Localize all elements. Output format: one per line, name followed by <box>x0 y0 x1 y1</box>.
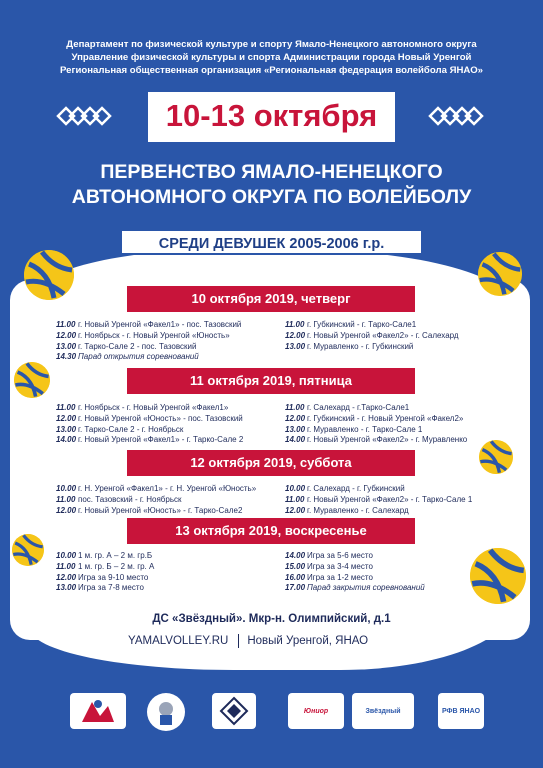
day-header-2: 11 октября 2019, пятница <box>127 368 415 394</box>
match-time: 13.00 <box>285 341 306 351</box>
match-time: 11.00 <box>56 494 76 504</box>
match-row <box>56 562 154 573</box>
match-row <box>56 342 241 353</box>
match-teams: г. Новый Уренгой «Факел1» - г. Тарко-Сале 2 <box>78 435 244 445</box>
organizer-line-1: Департамент по физической культуре и спорту Ямало-Ненецкого автономного округа <box>66 39 477 50</box>
match-teams: г. Новый Уренгой «Юность» - пос. Тазовский <box>78 413 243 423</box>
match-row <box>56 403 243 414</box>
match-row <box>285 320 459 331</box>
event-note: Парад закрытия соревнований <box>307 583 425 593</box>
match-time: 11.00 <box>285 494 305 504</box>
match-teams: г. Новый Уренгой «Юность» - г. Тарко-Сале2 <box>78 505 243 515</box>
match-row <box>285 562 425 573</box>
match-teams: г. Новый Уренгой «Факел1» - пос. Тазовский <box>78 320 242 329</box>
volleyball-icon <box>12 534 44 566</box>
match-row <box>56 506 256 517</box>
match-row <box>285 425 467 436</box>
match-row <box>285 495 472 506</box>
match-time: 11.00 <box>56 403 76 412</box>
match-time: 14.00 <box>56 435 77 445</box>
match-time: 12.00 <box>56 330 77 340</box>
match-teams: Игра за 9-10 место <box>78 572 149 582</box>
match-row <box>285 484 472 495</box>
match-teams: 1 м. гр. Б – 2 м. гр. А <box>78 561 155 571</box>
match-time: 15.00 <box>285 561 306 571</box>
ornament-right-icon <box>428 105 486 127</box>
volleyball-icon <box>24 250 74 300</box>
volleyball-icon <box>470 548 526 604</box>
match-time: 17.00 <box>285 583 306 593</box>
logo-mascot <box>147 693 185 731</box>
match-time: 13.00 <box>56 341 77 351</box>
logo-zvezdny: Звёздный <box>352 693 414 729</box>
match-teams: г. Губкинский - г. Новый Уренгой «Факел2» <box>307 413 464 423</box>
match-time: 12.00 <box>285 505 306 515</box>
match-row <box>285 583 425 594</box>
match-row <box>56 484 256 495</box>
title-line-1: ПЕРВЕНСТВО ЯМАЛО-НЕНЕЦКОГО <box>100 161 443 183</box>
day3-right-column <box>285 484 472 516</box>
match-teams: г. Муравленко - г. Губкинский <box>307 341 414 351</box>
match-time: 14.00 <box>285 435 306 445</box>
match-time: 12.00 <box>56 572 77 582</box>
match-time: 10.00 <box>56 484 77 493</box>
title-line-2: АВТОНОМНОГО ОКРУГА ПО ВОЛЕЙБОЛУ <box>71 186 472 208</box>
match-teams: г. Тарко-Сале 2 - пос. Тазовский <box>78 341 197 351</box>
match-row <box>285 551 425 562</box>
venue-address: ДС «Звёздный». Мкр-н. Олимпийский, д.1 <box>152 613 391 625</box>
day1-right-column <box>285 320 459 352</box>
day-header-3: 12 октября 2019, суббота <box>127 450 415 476</box>
match-row <box>285 403 467 414</box>
logo-junior: Юниор <box>288 693 344 729</box>
match-teams: г. Салехард - г.Тарко-Сале1 <box>307 403 410 412</box>
match-row <box>56 435 243 446</box>
match-teams: г. Ноябрьск - г. Новый Уренгой «Факел1» <box>78 403 229 412</box>
match-row <box>56 352 241 363</box>
match-row <box>285 342 459 353</box>
logo-emblem <box>212 693 256 729</box>
volleyball-icon <box>479 440 513 474</box>
match-time: 13.00 <box>56 424 77 434</box>
match-time: 12.00 <box>285 330 306 340</box>
match-row <box>56 495 256 506</box>
match-row <box>56 551 154 562</box>
match-teams: г. Губкинский - г. Тарко-Сале1 <box>307 320 417 329</box>
match-row <box>56 331 241 342</box>
day4-left-column <box>56 551 154 594</box>
day-header-4: 13 октября 2019, воскресенье <box>127 518 415 544</box>
match-time: 14.00 <box>285 551 306 560</box>
match-row <box>285 506 472 517</box>
match-teams: г. Тарко-Сале 2 - г. Ноябрьск <box>78 424 184 434</box>
day2-left-column <box>56 403 243 446</box>
match-row <box>285 573 425 584</box>
organizer-line-3: Региональная общественная организация «Региональная федерация волейбола ЯНАО» <box>59 65 483 76</box>
match-row <box>285 331 459 342</box>
day-header-1: 10 октября 2019, четверг <box>127 286 415 312</box>
category-subtitle: СРЕДИ ДЕВУШЕК 2005-2006 г.р. <box>120 229 423 255</box>
match-teams: Игра за 7-8 место <box>78 583 144 593</box>
match-row <box>56 414 243 425</box>
match-teams: 1 м. гр. А – 2 м. гр.Б <box>78 551 153 560</box>
day4-right-column <box>285 551 425 594</box>
match-row <box>56 425 243 436</box>
match-time: 16.00 <box>285 572 306 582</box>
match-time: 12.00 <box>56 505 77 515</box>
match-teams: г. Муравленко - г. Салехард <box>307 505 409 515</box>
match-teams: г. Салехард - г. Губкинский <box>307 484 405 493</box>
match-time: 12.00 <box>56 413 77 423</box>
organizer-line-2: Управление физической культуры и спорта Администрации города Новый Уренгой <box>71 52 472 63</box>
match-teams: г. Н. Уренгой «Факел1» - г. Н. Уренгой «Юность» <box>78 484 257 493</box>
match-teams: г. Новый Уренгой «Факел2» - г. Салехард <box>307 330 459 340</box>
sponsor-logos <box>0 693 543 739</box>
day3-left-column <box>56 484 256 516</box>
match-row <box>285 414 467 425</box>
match-row <box>56 583 154 594</box>
divider <box>238 634 239 648</box>
match-teams: г. Муравленко - г. Тарко-Сале 1 <box>307 424 423 434</box>
match-teams: г. Ноябрьск - г. Новый Уренгой «Юность» <box>78 330 230 340</box>
logo-volleyball-club <box>70 693 126 729</box>
city-label: Новый Уренгой, ЯНАО <box>247 635 369 648</box>
logo-rfv-yanao: РФВ ЯНАО <box>438 693 484 729</box>
match-row <box>285 435 467 446</box>
day1-left-column <box>56 320 241 363</box>
match-time: 12.00 <box>285 413 306 423</box>
day2-right-column <box>285 403 467 446</box>
match-teams: Игра за 5-6 место <box>307 551 373 560</box>
match-time: 11.00 <box>56 320 76 329</box>
match-time: 13.00 <box>285 424 306 434</box>
match-time: 11.00 <box>285 320 305 329</box>
match-row <box>56 320 241 331</box>
event-dates: 10-13 октября <box>148 92 395 142</box>
match-teams: г. Новый Уренгой «Факел2» - г. Тарко-Сале 1 <box>307 494 473 504</box>
match-time: 11.00 <box>56 561 76 571</box>
match-teams: пос. Тазовский - г. Ноябрьск <box>78 494 182 504</box>
match-teams: Игра за 3-4 место <box>307 561 373 571</box>
website-link[interactable]: YAMALVOLLEY.RU <box>128 635 229 648</box>
match-teams: Игра за 1-2 место <box>307 572 373 582</box>
match-teams: г. Новый Уренгой «Факел2» - г. Муравленко <box>307 435 468 445</box>
match-time: 11.00 <box>285 403 305 412</box>
volleyball-icon <box>478 252 522 296</box>
event-note: Парад открытия соревнований <box>78 352 199 362</box>
contact-row <box>128 634 368 648</box>
match-time: 10.00 <box>285 484 306 493</box>
match-time: 13.00 <box>56 583 77 593</box>
event-title <box>0 160 543 210</box>
match-time: 14.30 <box>56 352 77 362</box>
match-time: 10.00 <box>56 551 77 560</box>
organizers-header <box>0 38 543 77</box>
match-row <box>56 573 154 584</box>
volleyball-icon <box>14 362 50 398</box>
